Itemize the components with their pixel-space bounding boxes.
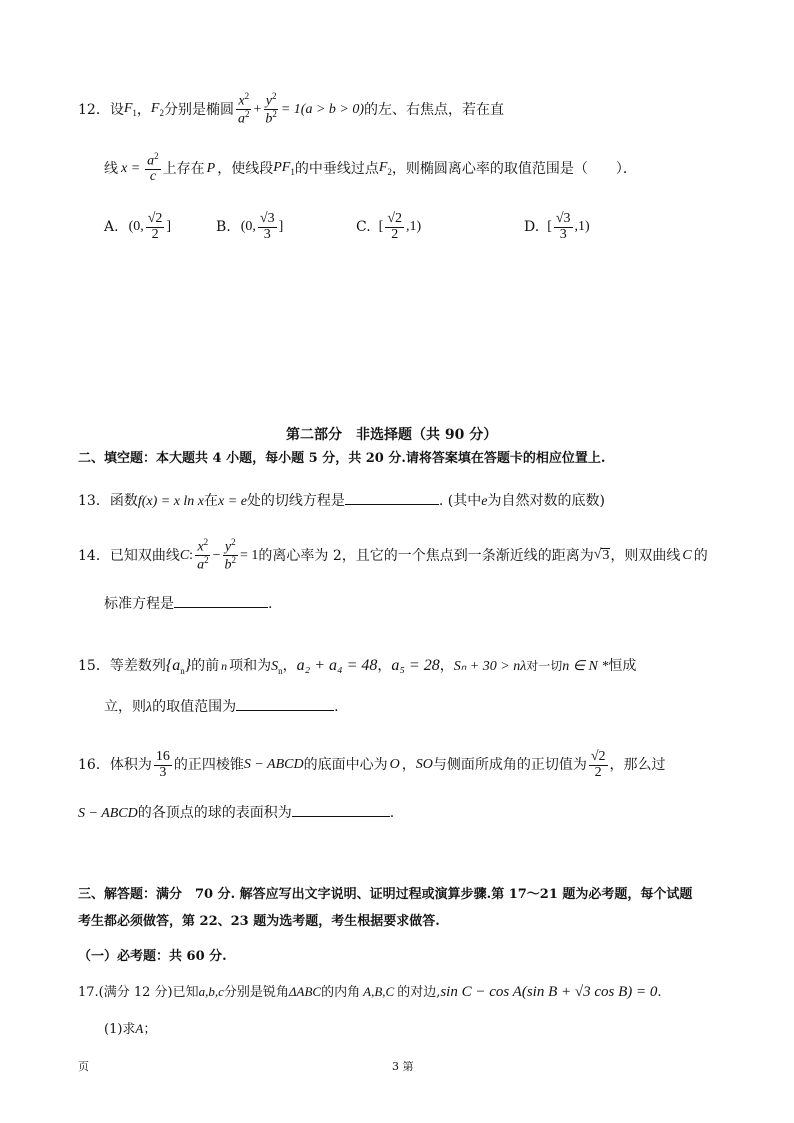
fill-in-heading: 二、填空题：本大题共 4 小题，每小题 5 分，共 20 分.请将答案填在答题卡的相应位置上. xyxy=(78,451,606,466)
required-section-title: （一）必考题：共 60 分. xyxy=(78,949,227,964)
q12-text: 分别是椭圆 xyxy=(163,101,234,118)
q14-answer-blank[interactable] xyxy=(174,593,268,608)
q13: 13．函数f(x) = x ln x在x = e处的切线方程是 . (其中e为自然对数的底数) xyxy=(78,490,605,509)
part2-title: 第二部分 非选择题（共 90 分） xyxy=(286,427,498,443)
q17: 17.(满分 12 分)已知a,b,c分别是锐角ΔABC的内角 A,B,C 的对边,sin C − cos A(sin B + √3 cos B) = 0. xyxy=(78,984,662,1000)
point-p: P xyxy=(206,160,216,176)
q16-line2: S − ABCD的各顶点的球的表面积为 . xyxy=(78,802,394,821)
q15-line1: 15．等差数列$\{a_n\}$的前 n 项和为$S_n$，a₂ + a₄ = 48，a₅ = 28，Sₙ + 30 > nλ对一切n ∈ N *恒成 xyxy=(78,657,637,677)
q12-line2-text-e: ，则椭圆离心率的取值范围是（ ）． xyxy=(391,160,637,177)
q12-text-2: 的左、右焦点，若在直 xyxy=(364,101,505,118)
q14-line2: 标准方程是 . xyxy=(104,593,272,611)
q12-line2-text: 线 xyxy=(104,160,118,177)
q16-line1: 16．体积为 $\frac{16}{3}$ 的正四棱锥 S − ABCD 的底面中心为 O ， SO 与侧面所成角的正切值为 $\frac{√2}{2}$ ，那么过 xyxy=(78,749,666,780)
option-a[interactable]: A. (0, $\frac{√2}{2}$ ] xyxy=(104,211,172,242)
q15-line2: 立，则λ的取值范围为 . xyxy=(104,696,339,715)
function-expression: f(x) = x ln x xyxy=(137,494,205,509)
q12-line2-text-d: 的中垂线过点 xyxy=(294,160,379,177)
point-f2: $F_2$ xyxy=(378,159,392,177)
q12-line2-text-b: 上存在 xyxy=(162,160,205,177)
q14-line1: 14．已知双曲线 C : $\frac{x^2}{a^2}$ − $\frac{y^2}{b^2}$ = 1 的离心率为 2，且它的一个焦点到一条渐近线的距离为 √ 3 ，则双曲线 C 的 xyxy=(78,537,708,573)
q12-line1: 12．设 $F_1$ ， $F_2$ 分别是椭圆 $\frac{x^2}{a^2}$ + $\frac{y^2}{b^2}$ = 1(a > b > 0) 的左、右焦点，若在直 xyxy=(78,91,505,127)
q16-answer-blank[interactable] xyxy=(292,802,390,817)
q15-answer-blank[interactable] xyxy=(236,696,334,711)
option-d[interactable]: D. [ $\frac{√3}{3}$ ,1) xyxy=(524,211,590,242)
focus-f2: $F_2$ xyxy=(150,100,164,118)
part3-heading-2: 考生都必须做答，第 22、23 题为选考题，考生根据要求做答. xyxy=(78,914,440,929)
sqrt-3: √ 3 xyxy=(593,547,610,564)
q12-line2-text-c: ，使线段 xyxy=(217,160,274,177)
focus-f1: $F_1$ xyxy=(123,100,137,118)
ellipse-y-fraction: $\frac{y^2}{b^2}$ xyxy=(265,91,277,127)
q13-answer-blank[interactable] xyxy=(345,490,439,505)
q12-line2: 线 x = $\frac{a^2}{c}$ 上存在 P ，使线段 $PF_1$ 的中垂线过点 $F_2$ ，则椭圆离心率的取值范围是（ ）． xyxy=(104,151,637,185)
part3-heading-1: 三、解答题：满分 70 分. 解答应写出文字说明、证明过程或演算步骤.第 17～21 题为必考题，每个试题 xyxy=(78,887,693,902)
option-b[interactable]: B. (0, $\frac{√3}{3}$ ] xyxy=(216,211,284,242)
footer-page-number: 3 第 xyxy=(392,1060,414,1073)
directrix-fraction: $\frac{a^2}{c}$ xyxy=(147,151,159,185)
footer-left: 页 xyxy=(78,1060,89,1073)
ellipse-x-fraction: $\frac{x^2}{a^2}$ xyxy=(237,91,250,127)
ellipse-condition: = 1(a > b > 0) xyxy=(280,101,365,117)
segment-pf1: $PF_1$ xyxy=(273,159,295,177)
separator: ， xyxy=(136,101,151,118)
option-c[interactable]: C. [ $\frac{√2}{2}$ ,1) xyxy=(356,211,422,242)
q17-part1: (1)求A； xyxy=(104,1021,157,1037)
q12-number: 12．设 xyxy=(78,101,124,118)
